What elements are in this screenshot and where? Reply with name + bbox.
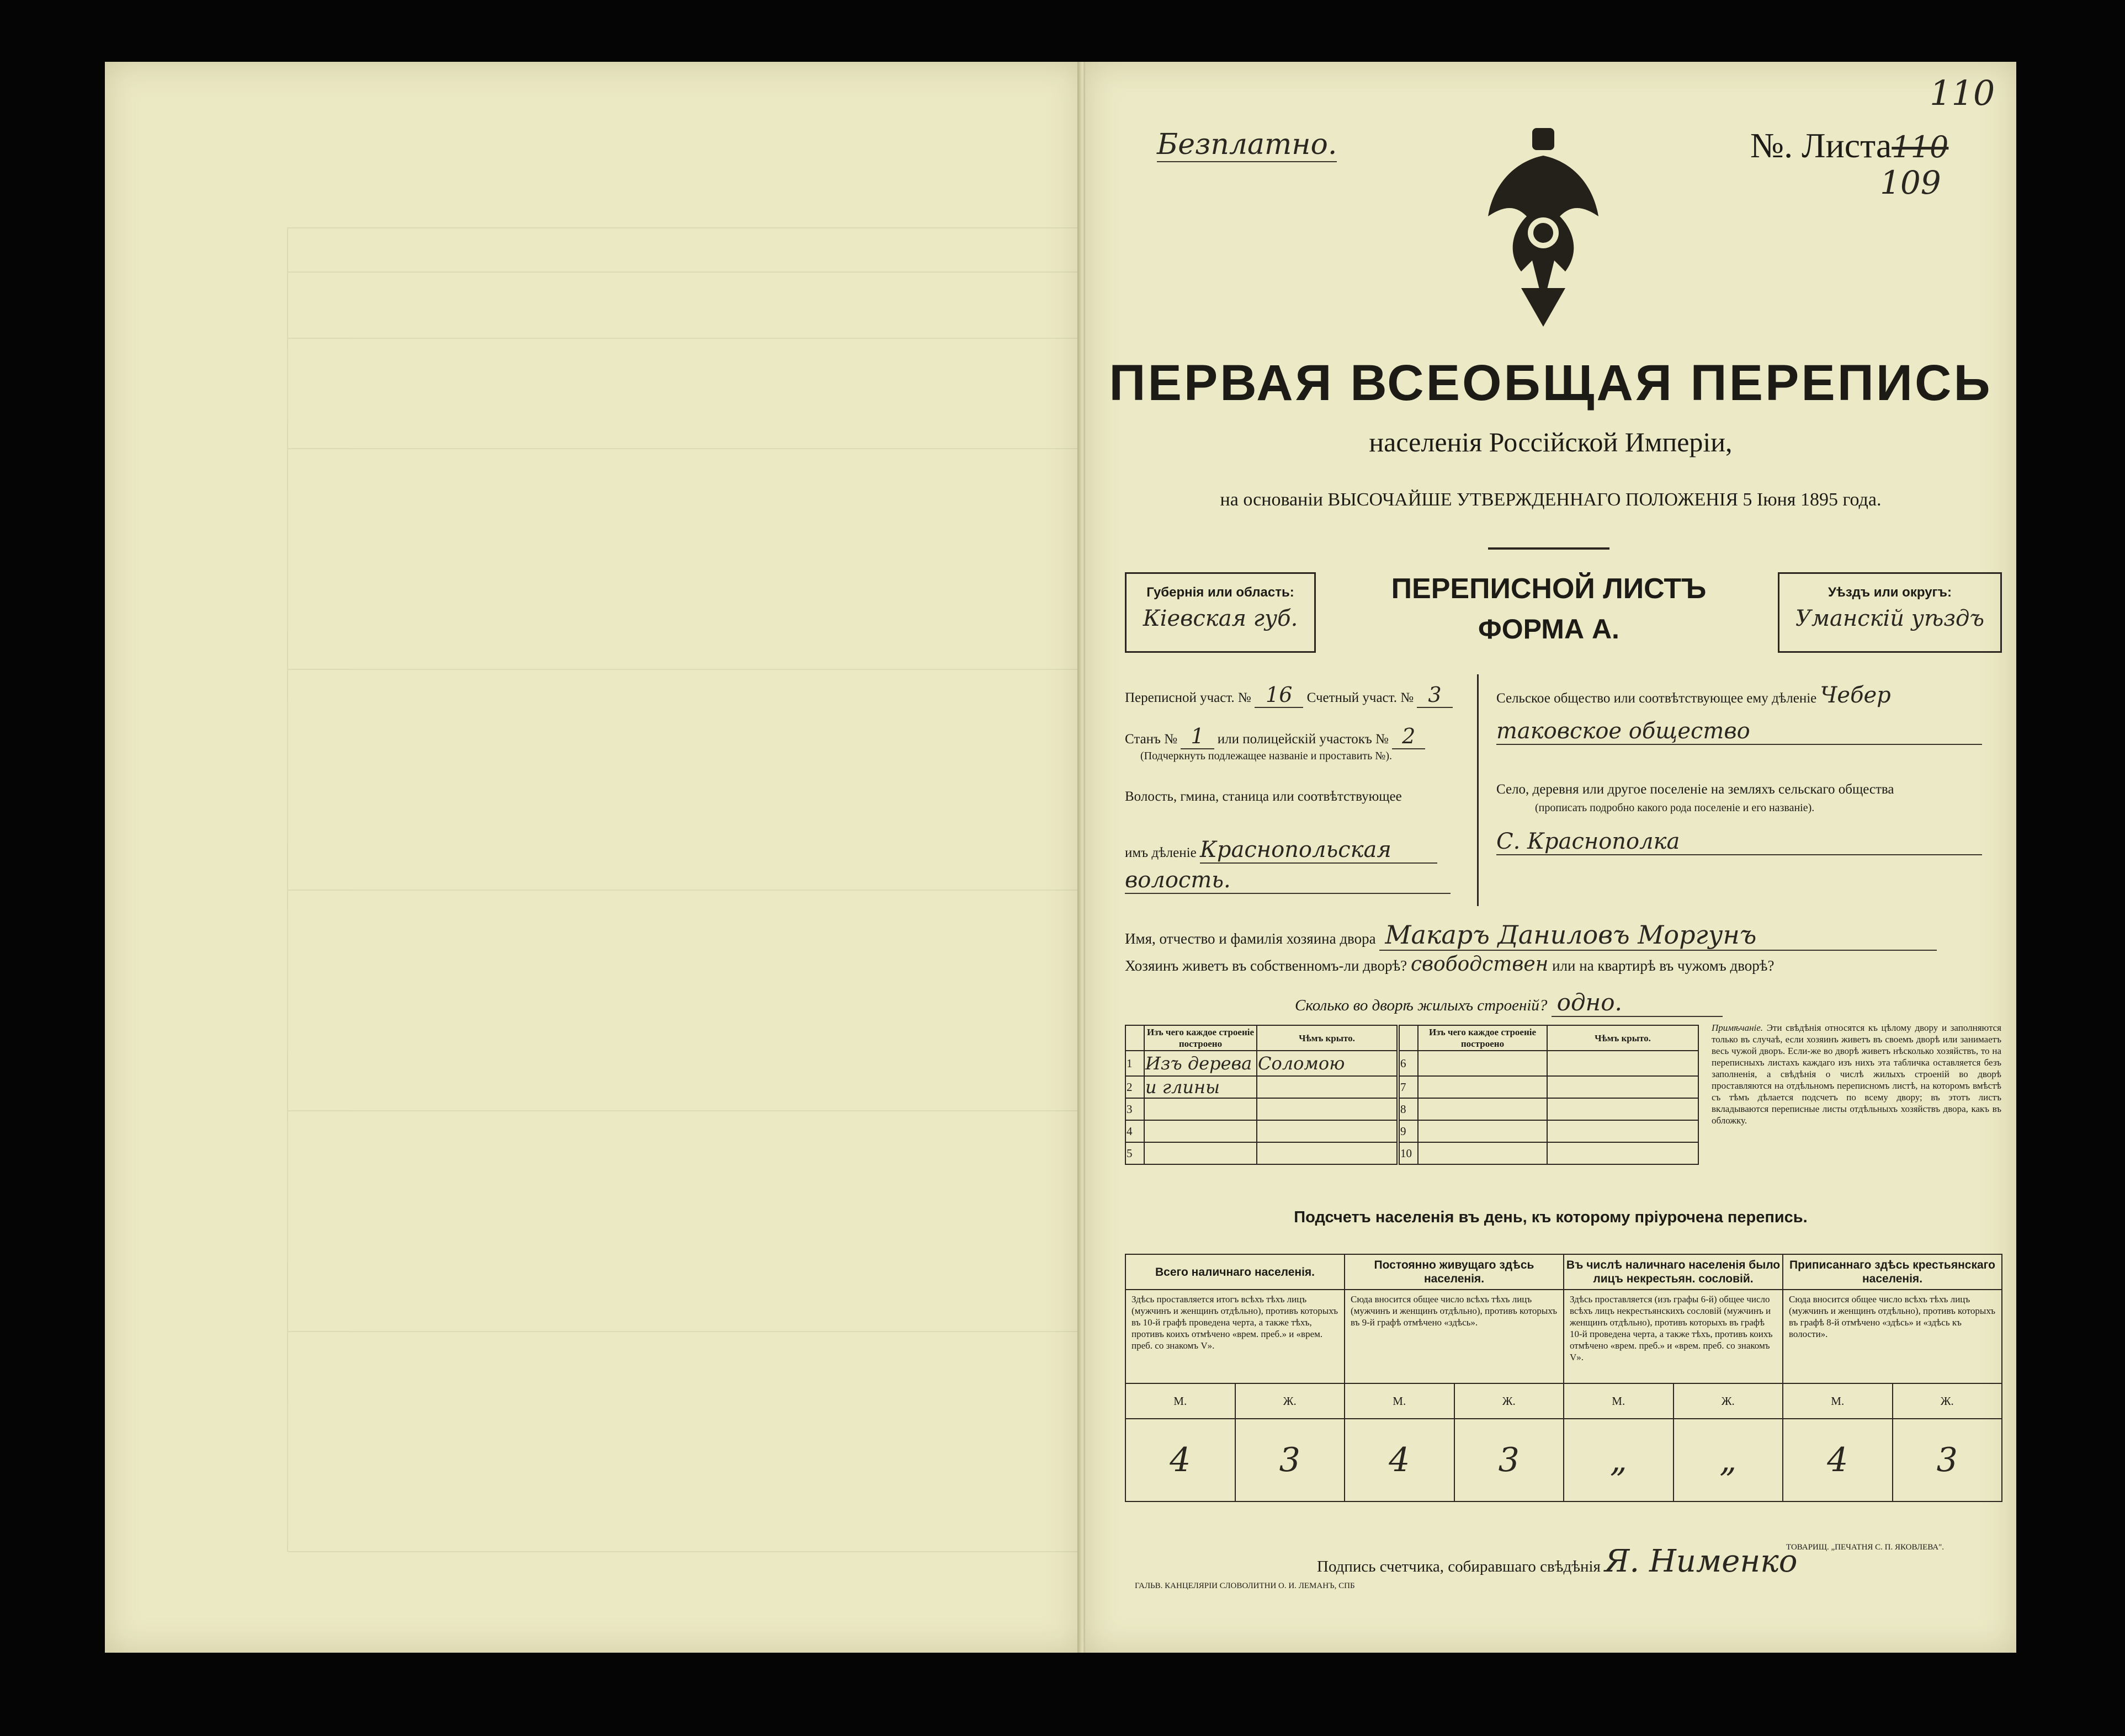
village-note: (прописать подробно какого рода поселеніе и его названіе). — [1535, 802, 1815, 814]
buildings-line: Сколько во дворѣ жилыхъ строеній? одно. — [1295, 989, 1902, 1017]
district-box: Уѣздъ или округъ: Уманскій уѣздъ — [1778, 572, 2002, 653]
sheet-number: №. Листа110 — [1750, 126, 1949, 165]
buildings-table: Изъ чего каждое строеніе построено Чѣмъ крыто. Изъ чего каждое строеніе построено Чѣмъ крыто. 1 Изъ дерева Соломою 6 2 и глины 7 3 8 4 9 5 10 — [1125, 1025, 1699, 1165]
ornament-divider — [1488, 547, 1609, 550]
district-value: Уманскій уѣздъ — [1795, 606, 1985, 631]
field-divider — [1477, 674, 1479, 906]
counter-signature: Я. Нименко — [1605, 1543, 1798, 1579]
census-district-line: Переписной участ. № 16 Счетный участ. № 3 — [1125, 683, 1467, 707]
province-box: Губернія или область: Кіевская губ. — [1125, 572, 1316, 653]
population-count-table: Всего наличнаго населенія. Постоянно живущаго здѣсь населенія. Въ числѣ наличнаго населенія было лицъ некрестьян. сословій. Приписаннаго здѣсь крестьянскаго населенія. Здѣсь проставляется итогъ всѣхъ тѣхъ лицъ (мужчинъ и женщинъ отдѣльно), противъ которыхъ въ 10-й графѣ проведена черта, а также тѣхъ, противъ коихъ отмѣчено «врем. преб.» и «врем. преб. со знакомъ V». Сюда вносится общее число всѣхъ тѣхъ лицъ (мужчинъ и женщинъ отдѣльно), противъ которыхъ въ 9-й графѣ отмѣчено «здѣсь». Здѣсь проставляется (изъ графы 6-й) общее число всѣхъ лицъ некрестьянскихъ сословій (мужчинъ и женщинъ отдѣльно), противъ которыхъ въ графѣ 10-й проведена черта, а также тѣхъ, противъ коихъ отмѣчено «врем. преб.» и «врем. преб. со знакомъ V». Сюда вносится общее число всѣхъ тѣхъ лицъ (мужчинъ и женщинъ отдѣльно), противъ которыхъ въ графѣ 8-й отмѣчено «здѣсь» и «здѣсь къ волости». М. Ж. М. Ж. М. Ж. М. Ж. 4 3 4 3 „ „ 4 3 — [1125, 1254, 2002, 1502]
owner-name-value: Макаръ Даниловъ Моргунъ — [1379, 920, 1937, 951]
table-row: 2 и глины 7 — [1125, 1076, 1698, 1098]
left-page — [105, 62, 1082, 1653]
signature-line: Подпись счетчика, собиравшаго свѣдѣнія Я. Нименко — [1317, 1543, 1798, 1579]
village-value: С. Краснополка — [1496, 829, 1982, 855]
volost-value: Краснопольская — [1200, 837, 1437, 864]
sheet-number-correction: 109 — [1880, 164, 1941, 201]
underline-note: (Подчеркнуть подлежащее названіе и проставить №). — [1140, 750, 1392, 762]
owner-name-line: Имя, отчество и фамилія хозяина двора Макаръ Даниловъ Моргунъ — [1125, 920, 1986, 951]
imprint-right: ТОВАРИЩ. „ПЕЧАТНЯ С. П. ЯКОВЛЕВА". — [1786, 1543, 1945, 1552]
volost-label: Волость, гмина, станица или соотвѣтствующее — [1125, 789, 1402, 804]
free-label: Безплатно. — [1157, 128, 1337, 161]
owner-lives-line: Хозяинъ живетъ въ собственномъ-ли дворѣ? свободствен или на квартирѣ въ чужомъ дворѣ? — [1125, 953, 1775, 976]
form-basis: на основаніи ВЫСОЧАЙШЕ УТВЕРЖДЕННАГО ПОЛОЖЕНІЯ 5 Іюня 1895 года. — [1220, 489, 1882, 510]
form-title-block: ПЕРЕПИСНОЙ ЛИСТЪ ФОРМА А. — [1391, 573, 1707, 645]
village-label: Село, деревня или другое поселеніе на земляхъ сельскаго общества — [1496, 782, 1894, 797]
table-row: 3 8 — [1125, 1098, 1698, 1120]
form-main-title: ПЕРВАЯ ВСЕОБЩАЯ ПЕРЕПИСЬ — [1109, 355, 1993, 411]
owner-lives-value: свободствен — [1410, 953, 1549, 976]
table-row: 5 10 — [1125, 1142, 1698, 1164]
table-row: 4 9 — [1125, 1120, 1698, 1142]
archive-stamp-number: 110 — [1930, 73, 1995, 113]
table-row: 4 3 4 3 „ „ 4 3 — [1125, 1419, 2002, 1501]
census-form-page — [1085, 62, 2016, 1653]
stan-line: Станъ № 1 или полицейскій участокъ № 2 — [1125, 724, 1467, 748]
note-block: Примѣчаніе. Эти свѣдѣнія относятся къ цѣлому двору и заполняются только въ случаѣ, если хозяинъ живетъ въ своемъ дворѣ или занимаетъ весь чужой дворъ. Если-же во дворѣ живетъ нѣсколько хозяйствъ, то на переписныхъ листахъ каждаго изъ нихъ эта табличка оставляется безъ заполненія, а свѣдѣнія о числѣ жилыхъ строеній во дворѣ проставляются на отдѣльномъ переписномъ листѣ, на которомъ вмѣстѣ съ тѣмъ дѣлается подсчетъ по всему двору; въ этотъ листъ вкладываются переписные листы отдѣльныхъ хозяйствъ двора, какъ въ обложку. — [1712, 1023, 2002, 1126]
buildings-value: одно. — [1552, 989, 1723, 1017]
volost-line: имъ дѣленіе Краснопольская — [1125, 837, 1451, 864]
imprint-left: ГАЛЬВ. КАНЦЕЛЯРІИ СЛОВОЛИТНИ О. И. ЛЕМАНЪ, СПБ — [1135, 1581, 1355, 1590]
form-subtitle: населенія Россійской Имперіи, — [1369, 427, 1733, 457]
table-row: 1 Изъ дерева Соломою 6 — [1125, 1051, 1698, 1076]
society-value-2: таковское общество — [1496, 718, 1982, 745]
province-value: Кіевская губ. — [1143, 606, 1298, 631]
society-line: Сельское общество или соотвѣтствующее ему дѣленіе Чебер — [1496, 683, 1891, 708]
double-headed-eagle-icon — [1483, 123, 1604, 332]
volost-value-2: волость. — [1125, 867, 1451, 894]
count-title: Подсчетъ населенія въ день, къ которому пріурочена перепись. — [1294, 1208, 1808, 1226]
show-through-ghost-table — [287, 227, 1116, 1552]
